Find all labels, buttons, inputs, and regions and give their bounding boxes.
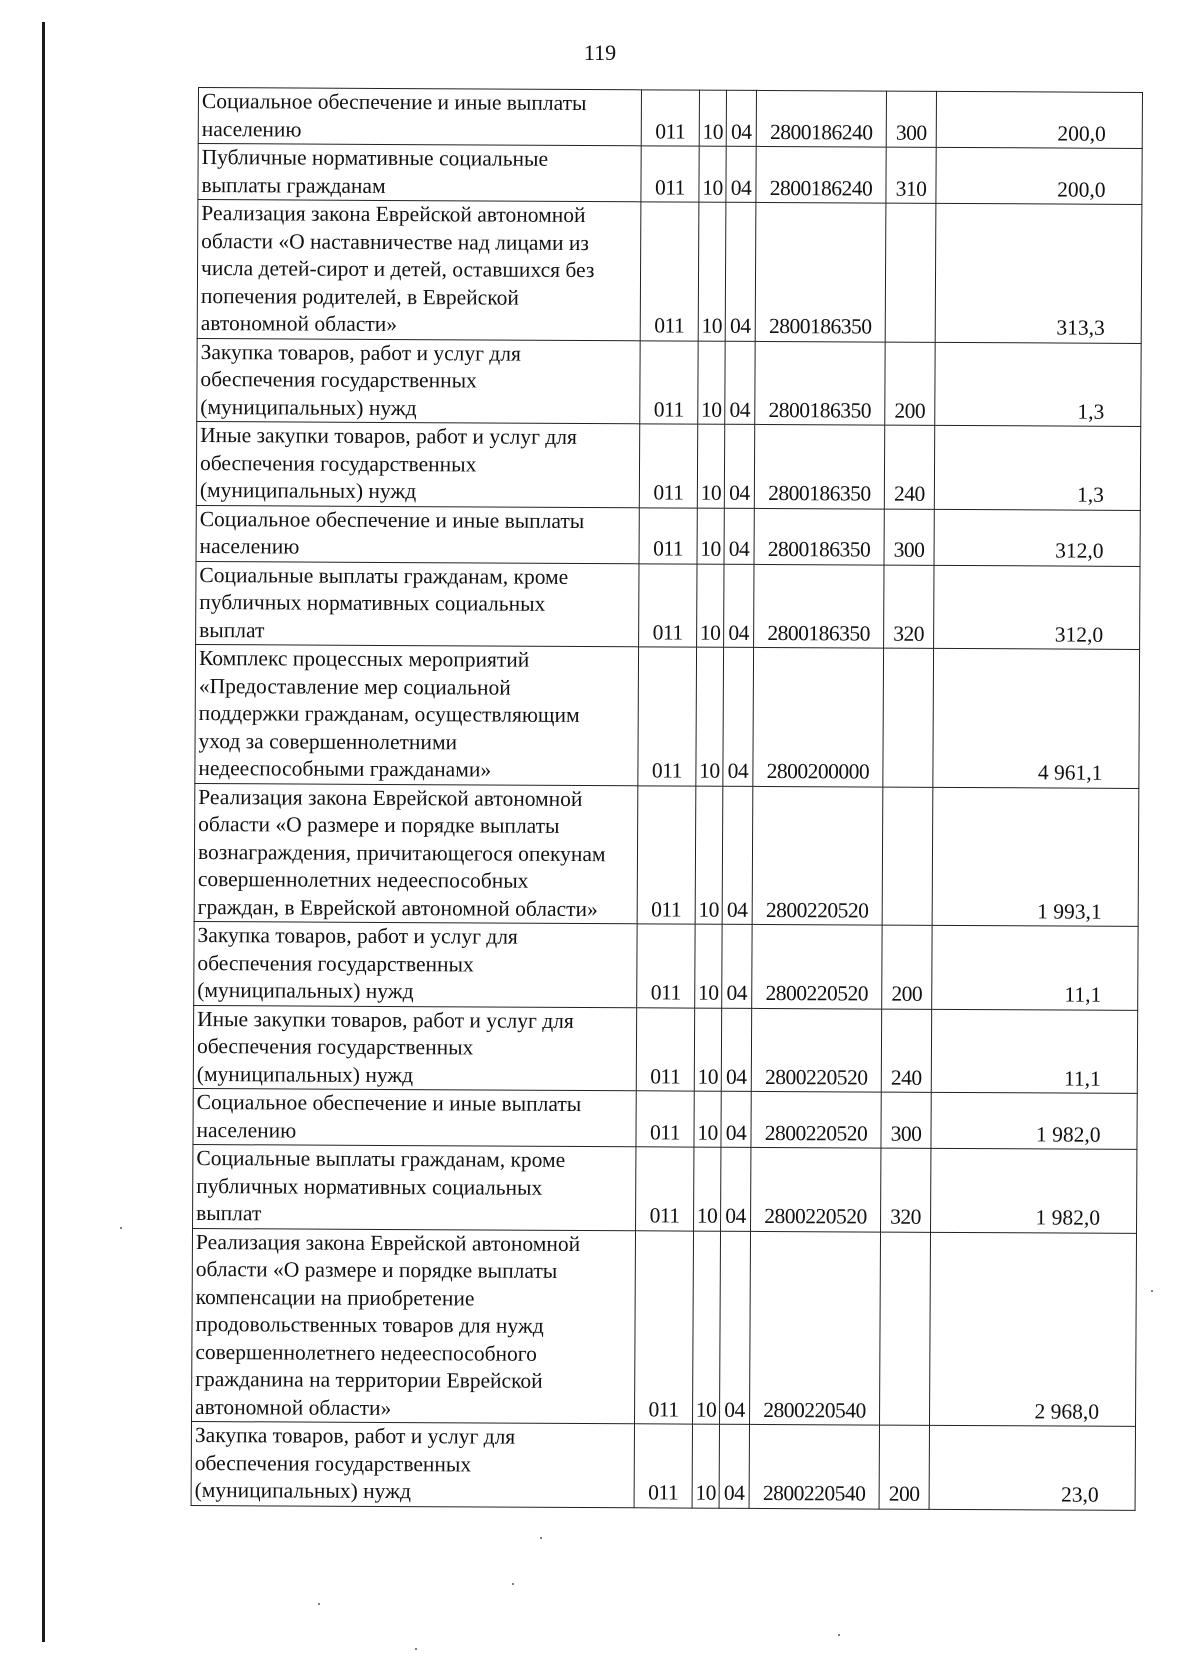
amount-cell: 1 982,0 [931,1092,1137,1149]
amount-cell: 4 961,1 [933,648,1140,788]
expense-name-cell: Закупка товаров, работ и услуг для обеспечения государственных (муниципальных) нужд [194,921,637,1007]
subsection-code-cell: 04 [721,1091,751,1147]
budget-table [191,87,1143,1510]
table-row [195,644,1140,787]
subsection-code-cell: 04 [723,647,754,786]
section-code-cell: 10 [697,564,724,648]
subsection-code-cell: 04 [722,786,753,925]
expense-type-cell: 320 [881,1148,931,1232]
section-code-cell: 10 [697,508,724,564]
amount-cell: 1,3 [934,425,1140,510]
target-article-cell: 2800186350 [755,341,885,425]
section-code-cell: 10 [696,647,724,786]
subsection-code-cell: 04 [725,202,756,341]
amount-cell: 23,0 [929,1425,1135,1510]
table-row [196,561,1140,649]
scan-speck [318,1603,320,1605]
expense-type-cell: 300 [884,509,934,565]
amount-cell: 1 982,0 [931,1148,1137,1233]
ministry-code-cell: 011 [636,1007,694,1091]
target-article-cell: 2800186240 [756,146,886,203]
page-number: 119 [583,40,617,65]
expense-name-cell: Социальное обеспечение и иные выплаты населению [193,1088,636,1146]
amount-cell: 200,0 [936,91,1142,148]
section-code-cell: 10 [697,424,724,508]
table-row [198,144,1142,205]
subsection-code-cell: 04 [722,924,752,1008]
ministry-code-cell: 011 [634,1424,692,1508]
target-article-cell: 2800186350 [754,564,884,648]
section-code-cell: 10 [695,924,722,1008]
page-binding-line [42,22,45,1642]
subsection-code-cell: 04 [721,1147,751,1231]
table-row [197,200,1142,343]
ministry-code-cell: 011 [639,507,697,563]
table-row [198,88,1142,149]
expense-type-cell: 300 [881,1092,931,1148]
section-code-cell: 10 [694,1008,721,1092]
target-article-cell: 2800186240 [756,90,886,147]
table-row [194,921,1138,1009]
scan-speck [415,1648,417,1650]
subsection-code-cell: 04 [725,341,755,425]
amount-cell: 1 993,1 [932,787,1139,927]
section-code-cell: 10 [694,1091,721,1147]
table-row [192,1228,1137,1426]
ministry-code-cell: 011 [641,90,699,146]
section-code-cell: 10 [694,1147,721,1231]
expense-type-cell [880,1232,931,1426]
table-row [193,1144,1137,1232]
section-code-cell: 10 [698,202,726,341]
scan-speck [1151,1290,1153,1292]
amount-cell: 2 968,0 [930,1232,1137,1427]
expense-name-cell: Социальное обеспечение и иные выплаты населению [196,505,639,563]
expense-type-cell [882,787,933,926]
expense-type-cell: 200 [882,925,932,1009]
table-row [193,1005,1137,1093]
ministry-code-cell: 011 [641,146,699,202]
subsection-code-cell: 04 [726,146,756,202]
scan-speck [512,1583,514,1585]
ministry-code-cell: 011 [636,1091,694,1147]
target-article-cell: 2800220520 [752,786,883,925]
target-article-cell: 2800220520 [751,1091,881,1148]
ministry-code-cell: 011 [635,1230,694,1424]
amount-cell: 11,1 [931,1009,1137,1094]
expense-type-cell: 200 [879,1425,929,1509]
ministry-code-cell: 011 [638,647,697,786]
ministry-code-cell: 011 [639,563,697,647]
expense-type-cell: 310 [886,147,936,203]
target-article-cell: 2800220540 [750,1231,881,1425]
expense-type-cell: 300 [886,91,936,147]
expense-name-cell: Иные закупки товаров, работ и услуг для обеспечения государственных (муниципальных) нужд [193,1005,636,1091]
ministry-code-cell: 011 [640,340,698,424]
expense-name-cell: Социальные выплаты гражданам, кроме публичных нормативных социальных выплат [196,561,639,647]
table-row [194,783,1139,926]
subsection-code-cell: 04 [724,564,754,648]
table-row [196,505,1140,566]
expense-name-cell: Реализация закона Еврейской автономной области «О размере и порядке выплаты вознаграждения, причитающегося опекунам совершеннолетних недееспособных граждан, в Еврейской автономной области» [194,783,638,924]
target-article-cell: 2800220520 [751,1147,881,1231]
expense-name-cell: Реализация закона Еврейской автономной области «О размере и порядке выплаты компенсации на приобретение продовольственных товаров для нужд совершеннолетнего недееспособного гражданина на территории Еврейской автономной области» [192,1228,636,1424]
target-article-cell: 2800220540 [749,1424,879,1508]
table-row [197,338,1141,426]
subsection-code-cell: 04 [719,1424,749,1508]
expense-name-cell: Закупка товаров, работ и услуг для обеспечения государственных (муниципальных) нужд [191,1421,634,1507]
expense-type-cell [885,203,936,342]
target-article-cell: 2800220520 [752,924,882,1008]
scan-speck [838,1634,840,1636]
subsection-code-cell: 04 [720,1231,751,1425]
expense-type-cell: 320 [884,565,934,649]
expense-name-cell: Социальные выплаты гражданам, кроме публичных нормативных социальных выплат [193,1144,636,1230]
expense-name-cell: Иные закупки товаров, работ и услуг для обеспечения государственных (муниципальных) нужд [196,421,639,507]
subsection-code-cell: 04 [724,508,754,564]
expense-type-cell: 240 [884,425,934,509]
expense-name-cell: Публичные нормативные социальные выплаты гражданам [198,144,641,202]
amount-cell: 312,0 [934,565,1140,650]
ministry-code-cell: 011 [637,785,696,924]
scan-speck [120,1227,122,1229]
ministry-code-cell: 011 [640,202,699,341]
target-article-cell: 2800220520 [751,1008,881,1092]
expense-name-cell: Реализация закона Еврейской автономной области «О наставничестве над лицами из числа детей-сирот и детей, оставшихся без попечения родителей, в Еврейской автономной области» [197,200,641,341]
ministry-code-cell: 011 [636,1147,694,1231]
amount-cell: 1,3 [935,342,1141,427]
section-code-cell: 10 [693,1231,721,1425]
expense-name-cell: Комплекс процессных мероприятий «Предоставление мер социальной поддержки гражданам, осуществляющим уход за совершеннолетними недееспособными гражданами» [195,644,639,785]
amount-cell: 11,1 [932,925,1138,1010]
target-article-cell: 2800186350 [755,202,886,341]
table-body [191,88,1142,1510]
section-code-cell: 10 [692,1424,719,1508]
amount-cell: 313,3 [935,203,1142,343]
section-code-cell: 10 [699,90,726,146]
expense-type-cell [883,648,934,787]
table-row [191,1421,1135,1509]
subsection-code-cell: 04 [724,424,754,508]
amount-cell: 200,0 [936,147,1142,204]
ministry-code-cell: 011 [637,924,695,1008]
table-row [193,1088,1137,1149]
target-article-cell: 2800186350 [754,508,884,565]
subsection-code-cell: 04 [721,1008,751,1092]
ministry-code-cell: 011 [639,424,697,508]
amount-cell: 312,0 [934,509,1140,566]
expense-type-cell: 240 [881,1009,931,1093]
expense-type-cell: 200 [885,342,935,426]
table-row [196,421,1140,509]
expense-name-cell: Закупка товаров, работ и услуг для обеспечения государственных (муниципальных) нужд [197,338,640,424]
target-article-cell: 2800200000 [753,647,884,786]
scan-speck [540,1537,542,1539]
section-code-cell: 10 [699,146,726,202]
subsection-code-cell: 04 [726,90,756,146]
target-article-cell: 2800186350 [754,424,884,508]
section-code-cell: 10 [698,341,725,425]
section-code-cell: 10 [695,786,723,925]
expense-name-cell: Социальное обеспечение и иные выплаты населению [198,88,641,146]
